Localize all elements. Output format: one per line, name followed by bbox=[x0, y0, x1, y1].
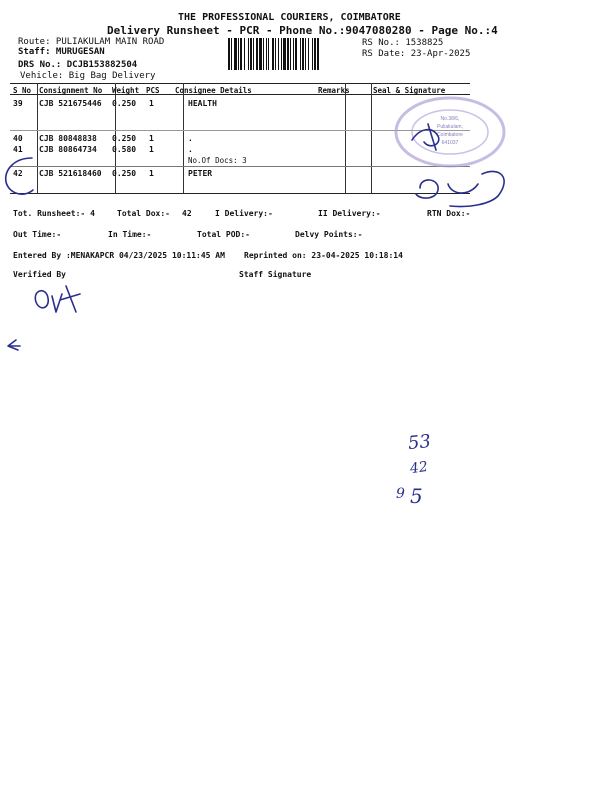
no-of-docs: No.Of Docs: 3 bbox=[188, 156, 247, 165]
row-pcs: 1 bbox=[149, 134, 154, 143]
drs-label: DRS No.: DCJB153882504 bbox=[18, 60, 138, 70]
row-pcs: 1 bbox=[149, 169, 154, 178]
svg-text:641037: 641037 bbox=[441, 140, 459, 146]
col-header-remarks: Remarks bbox=[318, 86, 350, 95]
i-delivery: I Delivery:- bbox=[215, 209, 273, 218]
entered-by: Entered By :MENAKAPCR 04/23/2025 10:11:45 AM bbox=[13, 251, 225, 260]
route-label: Route: PULIAKULAM MAIN ROAD bbox=[18, 37, 165, 47]
col-header-seal: Seal & Signature bbox=[373, 86, 446, 95]
col-header-sno: S No bbox=[13, 86, 32, 95]
svg-text:No.38/6,: No.38/6, bbox=[440, 116, 460, 122]
out-time: Out Time:- bbox=[13, 230, 62, 239]
note-line: 9 bbox=[396, 486, 405, 502]
vehicle-label: Vehicle: Big Bag Delivery bbox=[20, 71, 156, 81]
total-dox-label: Total Dox:- bbox=[117, 209, 170, 218]
row-sno: 40 bbox=[13, 134, 23, 143]
row-consignment: CJB 521675446 bbox=[39, 99, 102, 108]
row-weight: 0.250 bbox=[112, 134, 137, 143]
row-sno: 42 bbox=[13, 169, 23, 178]
row-weight: 0.580 bbox=[112, 145, 137, 154]
staff-label: Staff: MURUGESAN bbox=[18, 47, 105, 57]
row-consignment: CJB 80864734 bbox=[39, 145, 97, 154]
total-dox-value: 42 bbox=[182, 209, 192, 218]
delvy-points: Delvy Points:- bbox=[295, 230, 363, 239]
row-sno: 41 bbox=[13, 145, 23, 154]
row-sno: 39 bbox=[13, 99, 23, 108]
col-header-consignment: Consignment No bbox=[39, 86, 103, 95]
rs-no-label: RS No.: 1538825 bbox=[362, 38, 444, 48]
tot-runsheet: Tot. Runsheet:- 4 bbox=[13, 209, 95, 218]
page-title: Delivery Runsheet - PCR - Phone No.:9047080280 - Page No.:4 bbox=[107, 24, 498, 37]
row-weight: 0.250 bbox=[112, 99, 137, 108]
note-line: 42 bbox=[408, 458, 429, 478]
reprinted-on: Reprinted on: 23-04-2025 10:18:14 bbox=[244, 251, 403, 260]
row-pcs: 1 bbox=[149, 99, 154, 108]
stamp-scribble bbox=[412, 124, 439, 150]
staff-signature-label: Staff Signature bbox=[239, 270, 312, 279]
row-details: PETER bbox=[188, 169, 213, 178]
in-time: In Time:- bbox=[108, 230, 152, 239]
row-consignment: CJB 521618460 bbox=[39, 169, 102, 178]
row-details: . bbox=[188, 145, 193, 154]
ii-delivery: II Delivery:- bbox=[318, 209, 381, 218]
note-line: 5 bbox=[410, 484, 423, 508]
margin-arrow bbox=[8, 340, 20, 350]
rtn-dox: RTN Dox:- bbox=[427, 209, 471, 218]
row-details: . bbox=[188, 134, 193, 143]
row-details: HEALTH bbox=[188, 99, 217, 108]
svg-text:Puliakulam,: Puliakulam, bbox=[437, 124, 463, 130]
row-consignment: CJB 80848838 bbox=[39, 134, 97, 143]
total-pod: Total POD:- bbox=[197, 230, 250, 239]
col-header-pcs: PCS bbox=[146, 86, 160, 95]
rs-date-label: RS Date: 23-Apr-2025 bbox=[362, 49, 471, 59]
company-name: THE PROFESSIONAL COURIERS, COIMBATORE bbox=[178, 12, 401, 23]
receiver-signature bbox=[416, 171, 504, 206]
svg-text:Coimbatore: Coimbatore bbox=[437, 132, 463, 138]
verified-by-label: Verified By bbox=[13, 270, 66, 279]
verified-signature bbox=[35, 286, 80, 312]
row-pcs: 1 bbox=[149, 145, 154, 154]
note-line: 53 bbox=[406, 430, 432, 455]
row-circle-mark bbox=[6, 158, 33, 194]
col-header-weight: Weight bbox=[112, 86, 140, 95]
row-weight: 0.250 bbox=[112, 169, 137, 178]
col-header-consignee: Consignee Details bbox=[175, 86, 252, 95]
